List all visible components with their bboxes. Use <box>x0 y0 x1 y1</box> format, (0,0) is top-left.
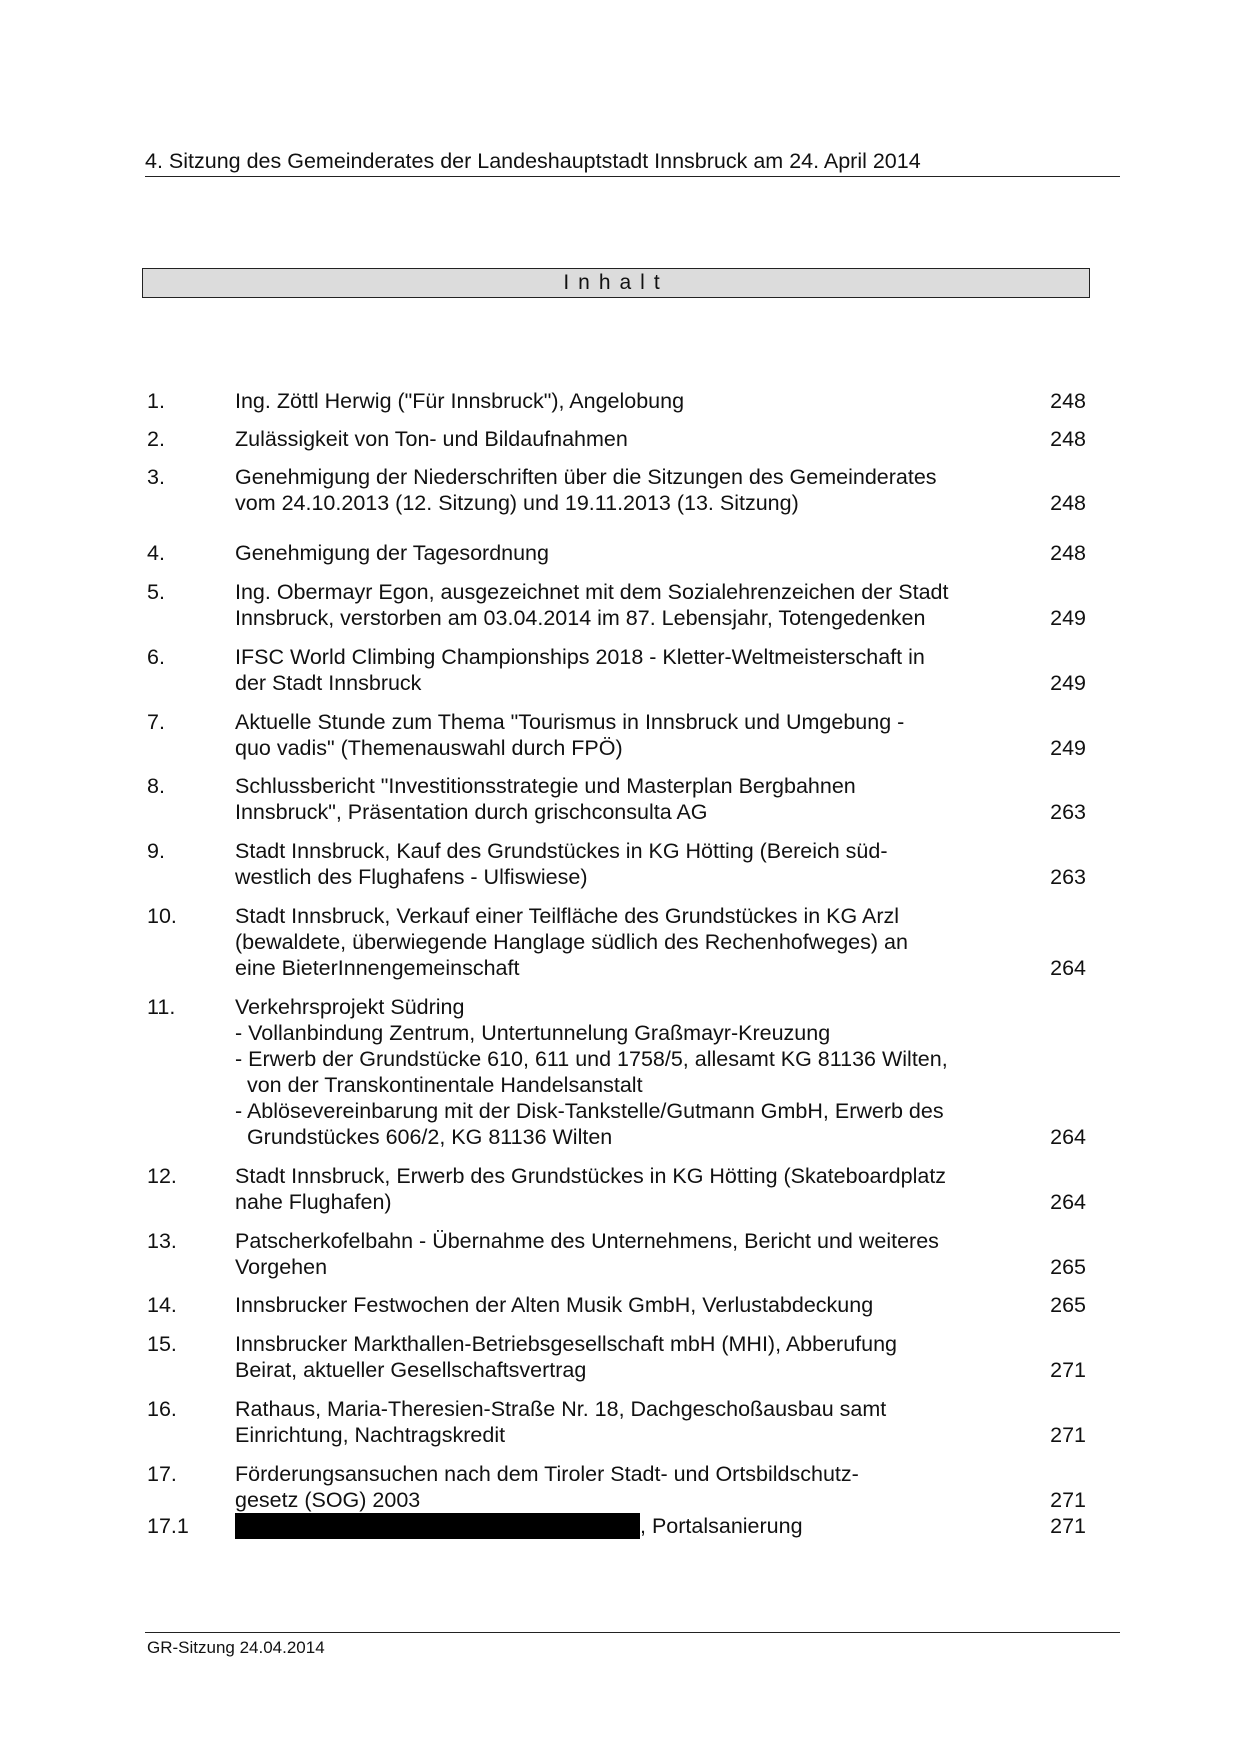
toc-entry-title-line: Beirat, aktueller Gesellschaftsvertrag <box>235 1358 587 1382</box>
toc-entry-title <box>235 1228 1025 1280</box>
toc-entry-number: 3. <box>147 465 165 489</box>
toc-entry-title-line: - Vollanbindung Zentrum, Untertunnelung Graßmayr-Kreuzung <box>235 1021 831 1045</box>
toc-entry-page: 271 <box>1050 1423 1086 1447</box>
toc-entry-title-line: eine BieterInnengemeinschaft <box>235 956 520 980</box>
toc-entry-title-line: Förderungsansuchen nach dem Tiroler Stadt- und Ortsbildschutz- <box>235 1462 859 1486</box>
toc-entry-title-line: Rathaus, Maria-Theresien-Straße Nr. 18, Dachgeschoßausbau samt <box>235 1397 887 1421</box>
toc-entry-title-line: Innsbruck, verstorben am 03.04.2014 im 87. Lebensjahr, Totengedenken <box>235 606 926 630</box>
toc-entry-page: 248 <box>1050 389 1086 413</box>
toc-entry-title-line: IFSC World Climbing Championships 2018 - Kletter-Weltmeisterschaft in <box>235 645 925 669</box>
toc-entry-title-line: der Stadt Innsbruck <box>235 671 422 695</box>
toc-entry-title-line: westlich des Flughafens - Ulfiswiese) <box>235 865 588 889</box>
toc-entry-number: 10. <box>147 904 177 928</box>
toc-entry-page: 271 <box>1050 1488 1086 1512</box>
toc-entry-title-line: Innsbrucker Markthallen-Betriebsgesellschaft mbH (MHI), Abberufung <box>235 1332 898 1356</box>
toc-entry-title-line: Innsbruck", Präsentation durch grischconsulta AG <box>235 800 708 824</box>
toc-entry-number: 11. <box>147 995 176 1019</box>
toc-entry-title-line: Vorgehen <box>235 1255 328 1279</box>
toc-entry-title-line: Einrichtung, Nachtragskredit <box>235 1423 506 1447</box>
toc-entry-title <box>235 773 1025 825</box>
toc-entry-title-line: Grundstückes 606/2, KG 81136 Wilten <box>235 1125 613 1149</box>
toc-entry-title <box>235 1461 1025 1513</box>
toc-entry-page: 271 <box>1050 1358 1086 1382</box>
page-footer: GR-Sitzung 24.04.2014 <box>147 1638 325 1657</box>
toc-entry-page: 263 <box>1050 865 1086 889</box>
toc-entry-title <box>235 644 1025 696</box>
toc-entry-title <box>235 426 1025 452</box>
toc-entry-title-line: Aktuelle Stunde zum Thema "Tourismus in Innsbruck und Umgebung - <box>235 710 905 734</box>
toc-entry-page: 248 <box>1050 427 1086 451</box>
toc-entry-page: 249 <box>1050 606 1086 630</box>
page-header: 4. Sitzung des Gemeinderates der Landeshauptstadt Innsbruck am 24. April 2014 <box>145 149 921 173</box>
toc-entry-page: 265 <box>1050 1255 1086 1279</box>
toc-entry-title <box>235 540 1025 566</box>
toc-entry-page: 264 <box>1050 1125 1086 1149</box>
toc-entry-title-line: Zulässigkeit von Ton- und Bildaufnahmen <box>235 427 628 451</box>
toc-entry-title-line: Stadt Innsbruck, Verkauf einer Teilfläche des Grundstückes in KG Arzl <box>235 904 900 928</box>
toc-entry-number: 7. <box>147 710 165 734</box>
toc-entry-page: 265 <box>1050 1293 1086 1317</box>
toc-entry-title-line: vom 24.10.2013 (12. Sitzung) und 19.11.2013 (13. Sitzung) <box>235 491 799 515</box>
toc-entry-title-suffix: , Portalsanierung <box>640 1514 803 1538</box>
toc-entry-title-line: gesetz (SOG) 2003 <box>235 1488 421 1512</box>
toc-entry-title <box>235 838 1025 890</box>
toc-entry-title <box>235 903 1025 981</box>
footer-divider <box>145 1632 1120 1633</box>
toc-entry-number: 12. <box>147 1164 177 1188</box>
toc-entry-title-line: Patscherkofelbahn - Übernahme des Unternehmens, Bericht und weiteres <box>235 1229 939 1253</box>
toc-entry-number: 5. <box>147 580 165 604</box>
toc-entry-title-line: Stadt Innsbruck, Kauf des Grundstückes in KG Hötting (Bereich süd- <box>235 839 888 863</box>
toc-entry-title-line: Innsbrucker Festwochen der Alten Musik GmbH, Verlustabdeckung <box>235 1293 874 1317</box>
toc-entry-number: 2. <box>147 427 165 451</box>
toc-entry-number: 16. <box>147 1397 177 1421</box>
toc-entry-number: 8. <box>147 774 165 798</box>
toc-entry-title <box>235 388 1025 414</box>
toc-entry-number: 9. <box>147 839 165 863</box>
toc-entry-page: 248 <box>1050 491 1086 515</box>
toc-entry-page: 248 <box>1050 541 1086 565</box>
toc-entry-title-line: Genehmigung der Tagesordnung <box>235 541 549 565</box>
toc-entry-number: 17. <box>147 1462 177 1486</box>
toc-entry-title-line: - Erwerb der Grundstücke 610, 611 und 1758/5, allesamt KG 81136 Wilten, <box>235 1047 948 1071</box>
toc-entry-number: 15. <box>147 1332 177 1356</box>
toc-entry-title-line: - Ablösevereinbarung mit der Disk-Tankstelle/Gutmann GmbH, Erwerb des <box>235 1099 944 1123</box>
toc-entry-title <box>235 464 1025 516</box>
toc-entry-title-line: Ing. Obermayr Egon, ausgezeichnet mit dem Sozialehrenzeichen der Stadt <box>235 580 949 604</box>
toc-entry-title-line: quo vadis" (Themenauswahl durch FPÖ) <box>235 736 623 760</box>
toc-entry-title-line: Stadt Innsbruck, Erwerb des Grundstückes in KG Hötting (Skateboardplatz <box>235 1164 947 1188</box>
redaction-bar <box>235 1513 640 1539</box>
toc-entry-title-line: Ing. Zöttl Herwig ("Für Innsbruck"), Angelobung <box>235 389 685 413</box>
toc-entry-page: 271 <box>1050 1514 1086 1538</box>
toc-entry-number: 17.1 <box>147 1514 189 1538</box>
toc-entry-title-line: nahe Flughafen) <box>235 1190 392 1214</box>
toc-entry-number: 13. <box>147 1229 177 1253</box>
toc-entry-title-line: Schlussbericht "Investitionsstrategie und Masterplan Bergbahnen <box>235 774 856 798</box>
toc-entry-title <box>235 1163 1025 1215</box>
toc-entry-title <box>235 1292 1025 1318</box>
toc-entry-number: 4. <box>147 541 165 565</box>
toc-entry-title-line: Verkehrsprojekt Südring <box>235 995 465 1019</box>
toc-entry-page: 249 <box>1050 736 1086 760</box>
header-divider <box>145 176 1120 177</box>
toc-entry-page: 263 <box>1050 800 1086 824</box>
toc-entry-title <box>235 579 1025 631</box>
toc-entry-title-line: (bewaldete, überwiegende Hanglage südlich des Rechenhofweges) an <box>235 930 908 954</box>
toc-entry-page: 249 <box>1050 671 1086 695</box>
toc-entry-number: 6. <box>147 645 165 669</box>
toc-entry-number: 1. <box>147 389 165 413</box>
section-title: Inhalt <box>142 268 1090 298</box>
toc-entry-page: 264 <box>1050 956 1086 980</box>
toc-entry-title-line: Genehmigung der Niederschriften über die Sitzungen des Gemeinderates <box>235 465 937 489</box>
toc-entry-title <box>235 1396 1025 1448</box>
toc-entry-number: 14. <box>147 1293 177 1317</box>
toc-entry-title-line: von der Transkontinentale Handelsanstalt <box>235 1073 643 1097</box>
toc-entry-title <box>235 1513 1025 1539</box>
toc-entry-page: 264 <box>1050 1190 1086 1214</box>
toc-entry-title <box>235 1331 1025 1383</box>
toc-entry-title <box>235 709 1025 761</box>
toc-entry-title <box>235 994 1025 1150</box>
